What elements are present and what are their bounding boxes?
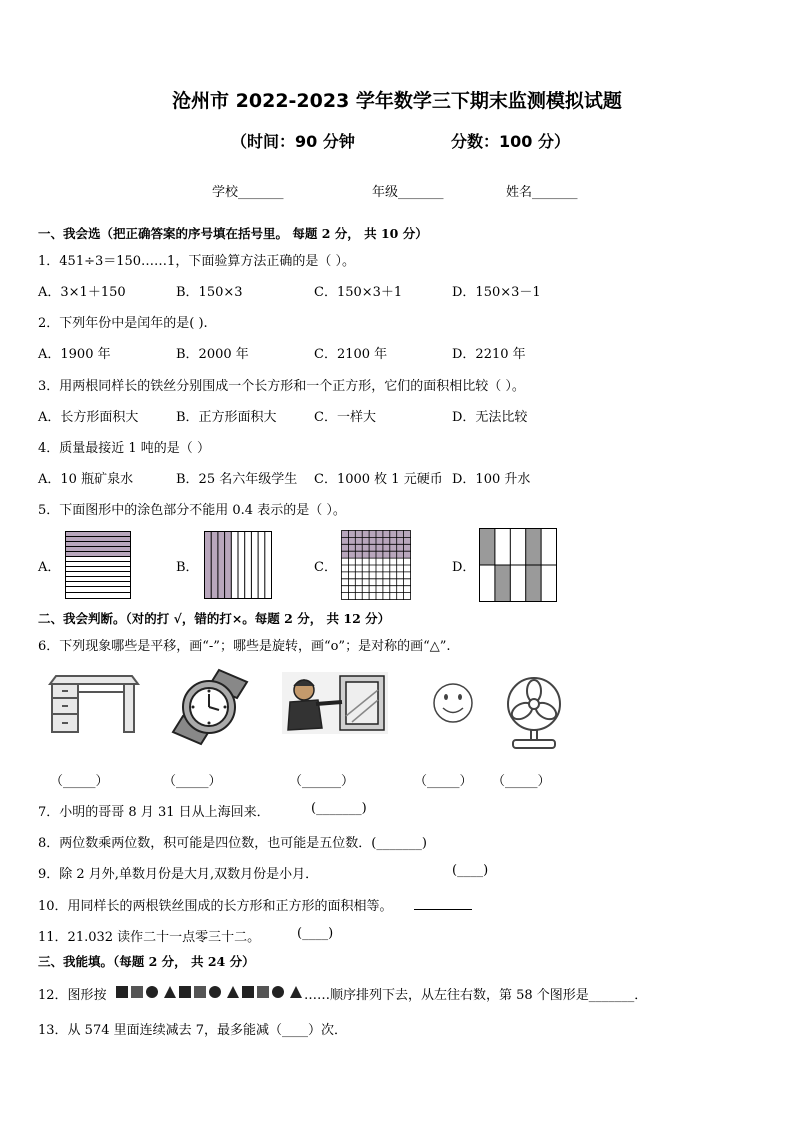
q1-option-a[interactable]: A．3×1＋150 bbox=[38, 285, 126, 300]
question-7: 7．小明的哥哥 8 月 31 日从上海回来． bbox=[38, 805, 270, 820]
question-6: 6．下列现象哪些是平移，画“-”；哪些是旋转，画“o”；是对称的画“△”. bbox=[38, 639, 451, 654]
section-2-heading: 二、我会判断。（对的打 √，错的打×。每题 2 分， 共 12 分） bbox=[38, 611, 391, 626]
grade-field[interactable]: 年级_______ bbox=[372, 185, 444, 200]
exam-time: （时间：90 分钟 bbox=[231, 132, 355, 151]
q2-option-d[interactable]: D．2210 年 bbox=[452, 347, 526, 362]
desk-picture bbox=[48, 672, 140, 734]
question-1: 1．451÷3＝150……1，下面验算方法正确的是（ ）。 bbox=[38, 254, 355, 269]
page-title: 沧州市 2022-2023 学年数学三下期末监测模拟试题 bbox=[172, 90, 622, 112]
q3-option-b[interactable]: B．正方形面积大 bbox=[176, 410, 277, 425]
name-field[interactable]: 姓名_______ bbox=[506, 185, 578, 200]
q4-option-c[interactable]: C．1000 枚 1 元硬币 bbox=[314, 472, 443, 487]
question-8: 8．两位数乘两位数，积可能是四位数，也可能是五位数．(_______) bbox=[38, 836, 427, 851]
q11-answer-blank[interactable]: (____) bbox=[297, 926, 334, 941]
smiley-face-picture bbox=[431, 681, 475, 725]
question-9: 9．除 2 月外,单数月份是大月,双数月份是小月． bbox=[38, 867, 319, 882]
q5-option-a[interactable]: A． bbox=[38, 560, 61, 575]
q9-answer-blank[interactable]: (____) bbox=[452, 863, 489, 878]
figure-b-vertical-stripes bbox=[204, 531, 272, 599]
q4-option-a[interactable]: A．10 瓶矿泉水 bbox=[38, 472, 134, 487]
q5-option-c[interactable]: C． bbox=[314, 560, 337, 575]
exam-score: 分数：100 分） bbox=[451, 132, 570, 151]
watch-picture bbox=[163, 668, 257, 746]
fan-picture bbox=[503, 676, 565, 752]
question-11: 11．21.032 读作二十一点零三十二。 bbox=[38, 930, 261, 945]
question-2: 2．下列年份中是闰年的是( ). bbox=[38, 316, 208, 331]
figure-a-horizontal-stripes bbox=[65, 531, 131, 599]
q6-blank-3[interactable]: （______） bbox=[289, 774, 355, 789]
question-5: 5．下面图形中的涂色部分不能用 0.4 表示的是（ ）。 bbox=[38, 503, 346, 518]
q6-blank-1[interactable]: （_____） bbox=[50, 774, 109, 789]
q2-option-c[interactable]: C．2100 年 bbox=[314, 347, 388, 362]
question-13: 13．从 574 里面连续减去 7，最多能减（____）次． bbox=[38, 1023, 348, 1038]
school-field[interactable]: 学校_______ bbox=[212, 185, 284, 200]
q2-option-b[interactable]: B．2000 年 bbox=[176, 347, 249, 362]
q6-blank-2[interactable]: （_____） bbox=[163, 774, 222, 789]
question-3: 3．用两根同样长的铁丝分别围成一个长方形和一个正方形，它们的面积相比较（ ）。 bbox=[38, 379, 525, 394]
question-4: 4．质量最接近 1 吨的是（ ） bbox=[38, 441, 210, 456]
figure-c-grid bbox=[341, 530, 411, 600]
q3-option-d[interactable]: D．无法比较 bbox=[452, 410, 528, 425]
figure-d-two-rows bbox=[479, 528, 557, 602]
q5-option-d[interactable]: D． bbox=[452, 560, 476, 575]
q10-answer-blank[interactable] bbox=[414, 896, 472, 910]
section-3-heading: 三、我能填。（每题 2 分， 共 24 分） bbox=[38, 954, 255, 969]
q1-option-d[interactable]: D．150×3－1 bbox=[452, 285, 541, 300]
section-1-heading: 一、我会选（把正确答案的序号填在括号里。 每题 2 分， 共 10 分） bbox=[38, 226, 428, 241]
q1-option-b[interactable]: B．150×3 bbox=[176, 285, 243, 300]
q3-option-a[interactable]: A．长方形面积大 bbox=[38, 410, 139, 425]
question-10: 10．用同样长的两根铁丝围成的长方形和正方形的面积相等。 bbox=[38, 899, 393, 914]
q6-blank-4[interactable]: （_____） bbox=[414, 774, 473, 789]
q4-option-b[interactable]: B．25 名六年级学生 bbox=[176, 472, 298, 487]
q1-option-c[interactable]: C．150×3＋1 bbox=[314, 285, 403, 300]
question-12-start: 12．图形按 bbox=[38, 988, 107, 1003]
q6-blank-5[interactable]: （_____） bbox=[492, 774, 551, 789]
shape-sequence bbox=[115, 985, 303, 999]
q5-option-b[interactable]: B． bbox=[176, 560, 199, 575]
push-window-picture bbox=[282, 672, 388, 734]
q3-option-c[interactable]: C．一样大 bbox=[314, 410, 376, 425]
q4-option-d[interactable]: D．100 升水 bbox=[452, 472, 531, 487]
question-12-end: ……顺序排列下去，从左往右数，第 58 个图形是_______． bbox=[304, 988, 648, 1003]
q7-answer-blank[interactable]: (_______) bbox=[311, 801, 367, 816]
q2-option-a[interactable]: A．1900 年 bbox=[38, 347, 111, 362]
